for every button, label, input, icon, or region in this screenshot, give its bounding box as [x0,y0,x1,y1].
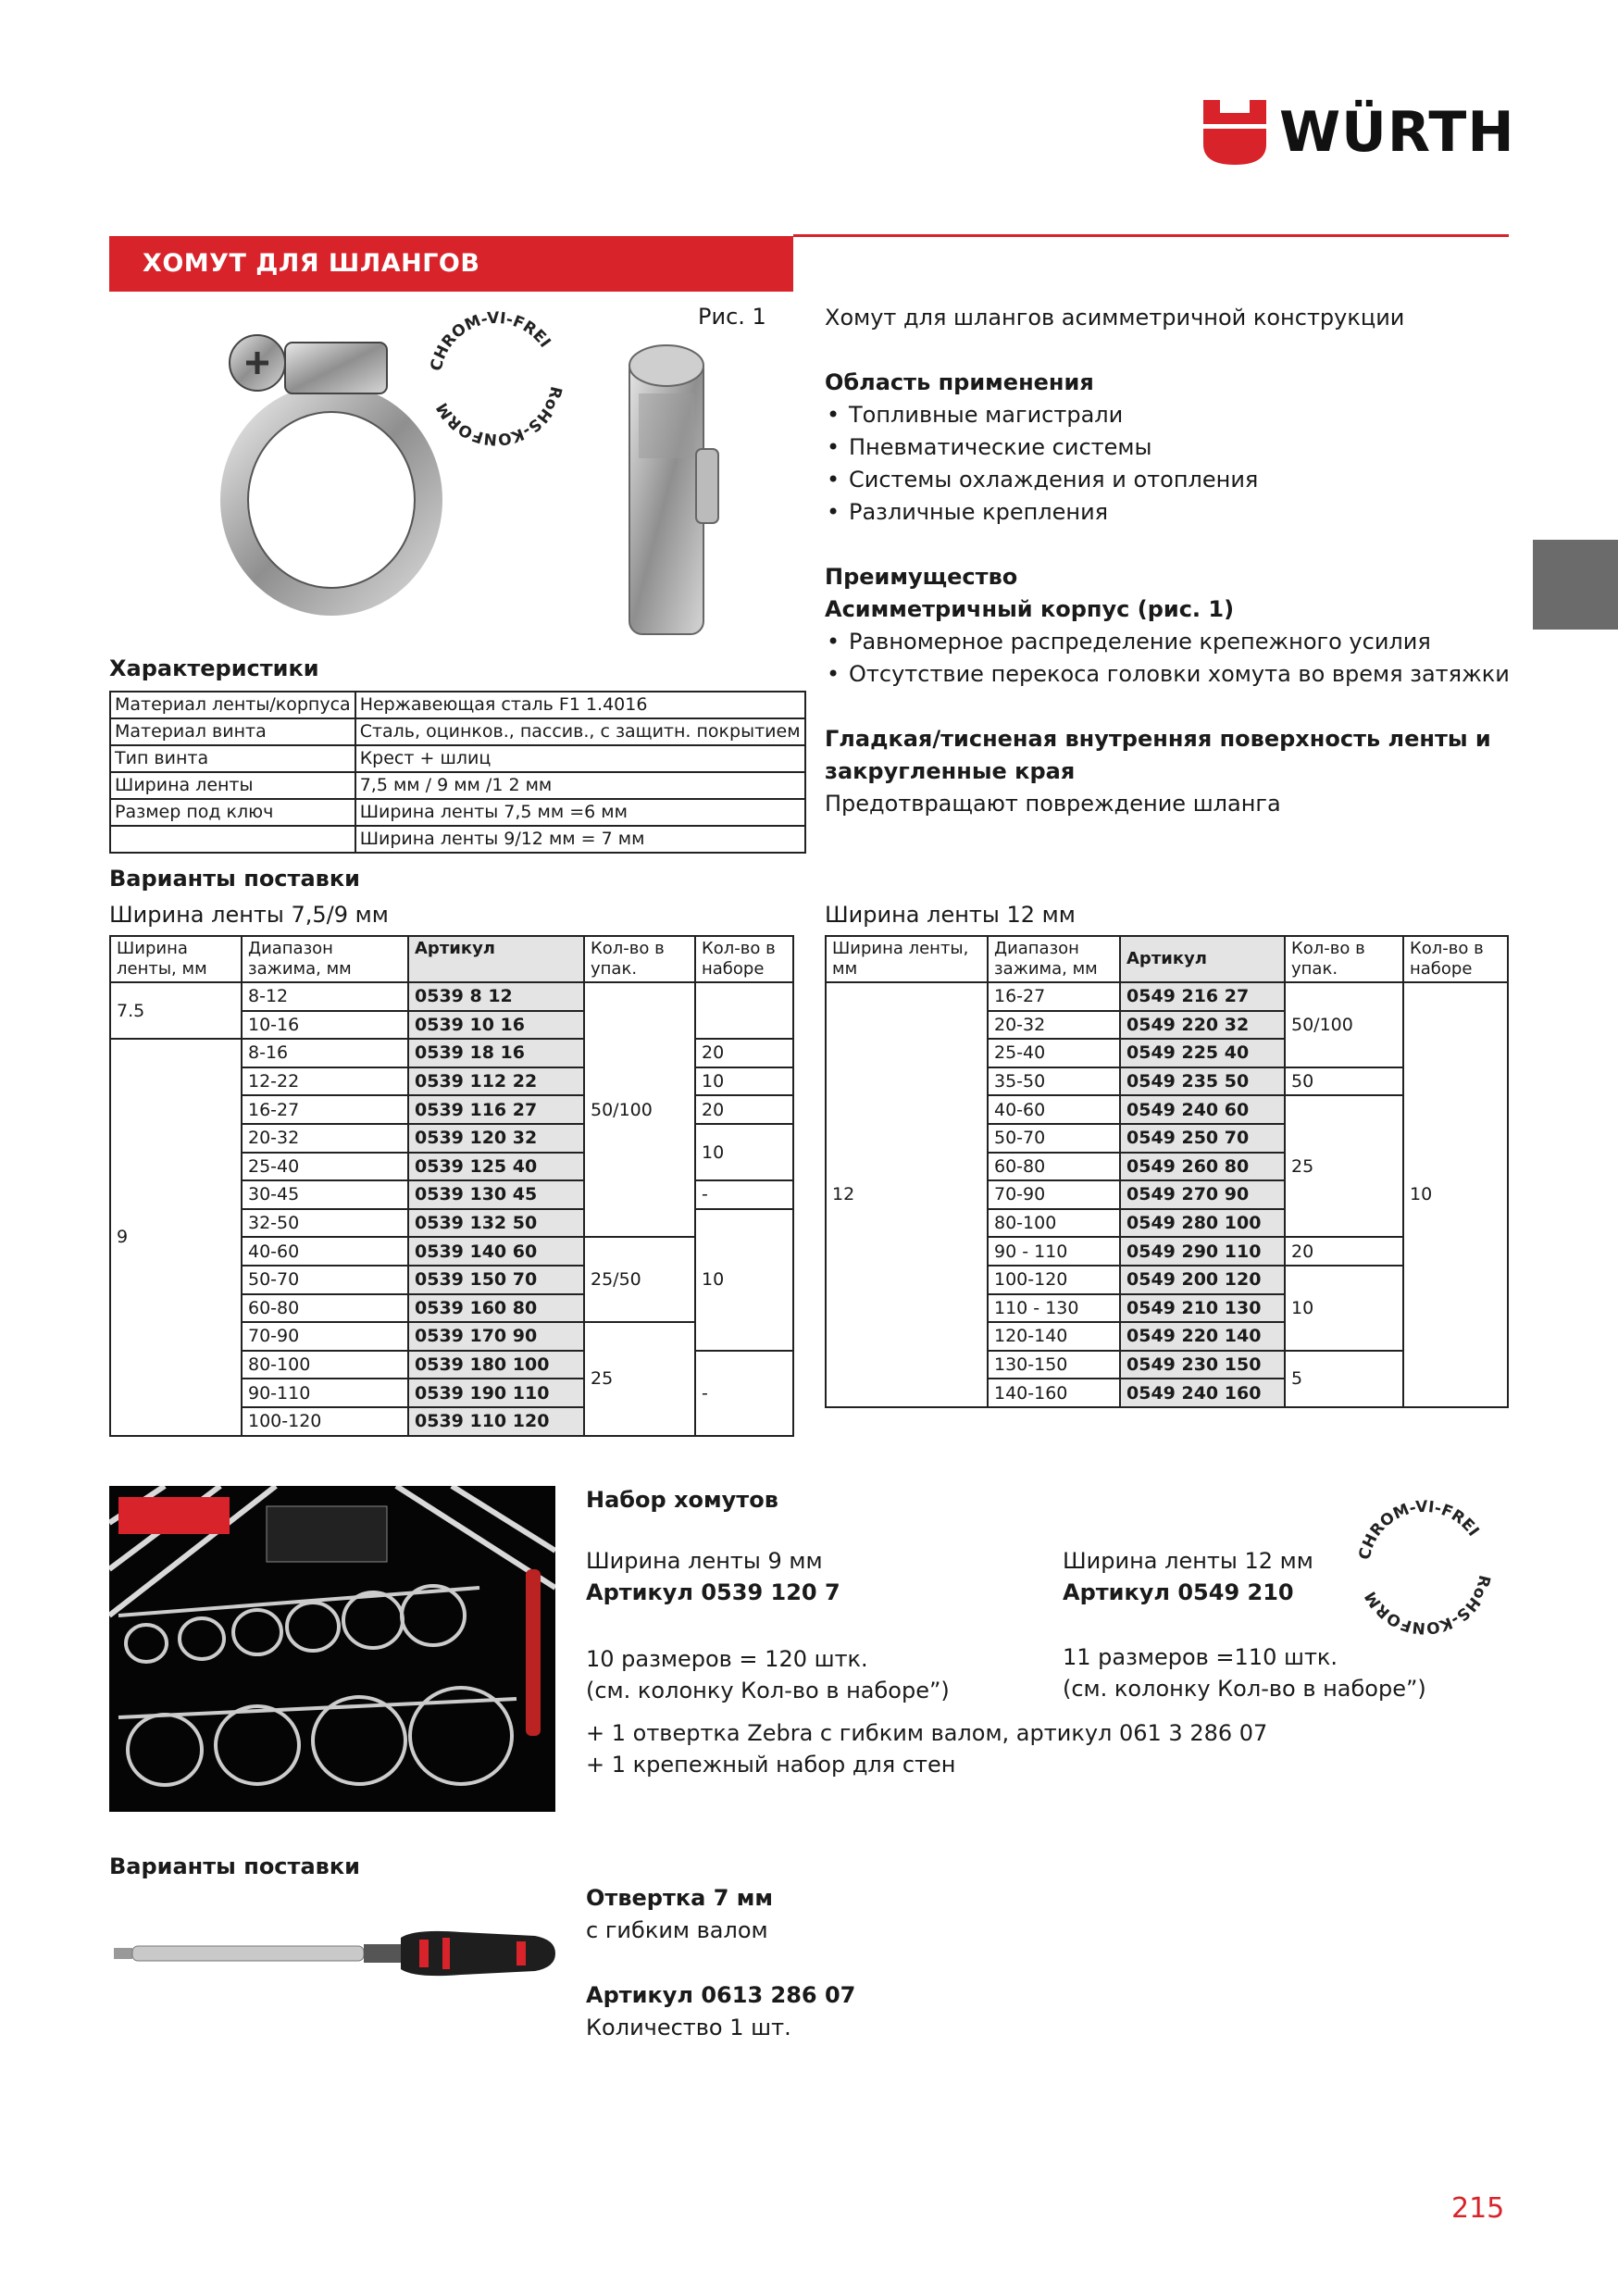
range-cell: 16-27 [242,1095,408,1124]
right-subtitle: Ширина ленты 12 мм [825,902,1076,928]
set-cell: - [695,1351,793,1436]
range-cell: 70-90 [988,1180,1120,1209]
spec-label: Тип винта [110,745,355,772]
range-cell: 10-16 [242,1011,408,1040]
variants-title: Варианты поставки [109,866,360,892]
article-cell: 0539 8 12 [408,982,584,1011]
kit-col1-count: 10 размеров = 120 штк. [586,1646,868,1672]
range-cell: 30-45 [242,1180,408,1209]
article-cell: 0539 132 50 [408,1209,584,1238]
set-cell [695,982,793,1039]
spec-label: Ширина ленты [110,772,355,799]
article-cell: 0539 140 60 [408,1237,584,1266]
table-row [110,692,805,718]
range-cell: 40-60 [988,1095,1120,1124]
left-subtitle: Ширина ленты 7,5/9 мм [109,902,389,928]
range-cell: 20-32 [988,1011,1120,1040]
list-item: • Различные крепления [825,496,1528,529]
range-cell: 130-150 [988,1351,1120,1379]
spec-value: Нержавеющая сталь F1 1.4016 [355,692,805,718]
set-cell: 10 [1403,982,1508,1407]
kit-col1-note: (см. колонку Кол-во в наборе”) [586,1678,950,1703]
article-cell: 0549 220 140 [1120,1322,1285,1351]
kit-col2-article: Артикул 0549 210 [1063,1579,1294,1605]
width-cell: 9 [110,1039,242,1435]
set-cell: 20 [695,1039,793,1067]
variants-table-right [825,935,1509,1408]
article-cell: 0549 220 32 [1120,1011,1285,1040]
article-cell: 0539 120 32 [408,1124,584,1153]
svg-text:CHROM-VI-FREI [1356,1498,1483,1562]
set-cell: 10 [695,1124,793,1180]
range-cell: 90-110 [242,1379,408,1407]
range-cell: 25-40 [242,1153,408,1181]
range-cell: 50-70 [242,1266,408,1294]
range-cell: 100-120 [988,1266,1120,1294]
stamp-line1: CHROM-VI-FREI [1355,1497,1483,1562]
article-cell: 0539 18 16 [408,1039,584,1067]
table-row [110,772,805,799]
svg-text:RoHS-KONFORM [433,384,565,448]
width-cell: 12 [826,982,988,1407]
kit-extra-2: + 1 крепежный набор для стен [586,1752,956,1778]
article-cell: 0549 240 160 [1120,1379,1285,1407]
pack-cell: 50 [1285,1067,1403,1096]
range-cell: 70-90 [242,1322,408,1351]
application-title: Область применения [825,369,1094,395]
article-cell: 0549 260 80 [1120,1153,1285,1181]
hose-clamp-image [211,315,442,620]
svg-text:RoHS-KONFORM [1362,1573,1493,1637]
pack-cell: 25 [584,1322,695,1435]
range-cell: 8-12 [242,982,408,1011]
article-cell: 0539 180 100 [408,1351,584,1379]
stamp-line2: RoHS-KONFORM [1361,1573,1494,1638]
variants-table-left [109,935,794,1437]
page-number: 215 [1451,2192,1505,2225]
spec-label [110,826,355,853]
article-cell: 0549 210 130 [1120,1294,1285,1323]
article-cell: 0539 10 16 [408,1011,584,1040]
specs-title: Характеристики [109,655,319,681]
article-cell: 0539 160 80 [408,1294,584,1323]
set-cell: - [695,1180,793,1209]
article-cell: 0549 250 70 [1120,1124,1285,1153]
table-row [110,745,805,772]
table-header [826,936,1508,982]
spec-value: Сталь, оцинков., пассив., с защитн. покрытием [355,718,805,745]
range-cell: 100-120 [242,1407,408,1436]
screwdriver-image [109,1921,558,1986]
list-item: • Отсутствие перекоса головки хомута во время затяжки [825,658,1528,691]
article-cell: 0549 270 90 [1120,1180,1285,1209]
table-row [826,982,1508,1011]
application-list [825,399,1528,529]
range-cell: 80-100 [988,1209,1120,1238]
advantage-list [825,626,1528,691]
screwdriver-article: Артикул 0613 286 07 [586,1982,856,2008]
range-cell: 25-40 [988,1039,1120,1067]
article-cell: 0549 200 120 [1120,1266,1285,1294]
pack-cell: 50/100 [1285,982,1403,1067]
range-cell: 16-27 [988,982,1120,1011]
column-header: Артикул [408,936,584,982]
table-header [110,936,793,982]
range-cell: 90 - 110 [988,1237,1120,1266]
screwdriver-subtitle: с гибким валом [586,1917,768,1943]
article-cell: 0539 190 110 [408,1379,584,1407]
advantage-title: Преимущество [825,564,1018,590]
article-cell: 0549 235 50 [1120,1067,1285,1096]
article-cell: 0539 116 27 [408,1095,584,1124]
article-cell: 0549 216 27 [1120,982,1285,1011]
column-header: Кол-во в наборе [695,936,793,982]
article-cell: 0549 240 60 [1120,1095,1285,1124]
clamp-kit-image [109,1486,555,1812]
brand-name: WÜRTH [1279,100,1515,165]
article-cell: 0549 290 110 [1120,1237,1285,1266]
side-tab [1533,540,1618,630]
article-cell: 0539 130 45 [408,1180,584,1209]
advantage-subtitle: Асимметричный корпус (рис. 1) [825,596,1235,622]
variants2-title: Варианты поставки [109,1853,360,1879]
figure-label: Рис. 1 [698,304,766,330]
width-cell: 7.5 [110,982,242,1039]
column-header: Диапазон зажима, мм [242,936,408,982]
range-cell: 110 - 130 [988,1294,1120,1323]
spec-label: Размер под ключ [110,799,355,826]
range-cell: 60-80 [988,1153,1120,1181]
stamp-line1: CHROM-VI-FREI [427,308,554,373]
header-rule [793,234,1509,237]
screwdriver-title: Отвертка 7 мм [586,1885,773,1911]
surface-text: Предотвращают повреждение шланга [825,791,1281,817]
article-cell: 0549 280 100 [1120,1209,1285,1238]
pack-cell: 10 [1285,1266,1403,1351]
article-cell: 0539 112 22 [408,1067,584,1096]
spec-label: Материал винта [110,718,355,745]
range-cell: 32-50 [242,1209,408,1238]
spec-value: 7,5 мм / 9 мм /1 2 мм [355,772,805,799]
list-item: • Системы охлаждения и отопления [825,464,1528,496]
table-row [110,982,793,1011]
column-header: Кол-во в упак. [1285,936,1403,982]
list-item: • Топливные магистрали [825,399,1528,431]
svg-text:CHROM-VI-FREI [428,309,554,373]
pack-cell: 50/100 [584,982,695,1237]
specs-table [109,691,806,854]
kit-col2-width: Ширина ленты 12 мм [1063,1548,1313,1574]
range-cell: 8-16 [242,1039,408,1067]
range-cell: 50-70 [988,1124,1120,1153]
range-cell: 12-22 [242,1067,408,1096]
pack-cell: 20 [1285,1237,1403,1266]
screwdriver-qty: Количество 1 шт. [586,2015,791,2040]
set-cell: 10 [695,1067,793,1096]
set-cell: 10 [695,1209,793,1351]
section-banner: ХОМУТ ДЛЯ ШЛАНГОВ [109,236,793,292]
set-cell: 20 [695,1095,793,1124]
intro-text: Хомут для шлангов асимметричной конструкции [825,305,1405,331]
column-header: Ширина ленты, мм [110,936,242,982]
column-header: Кол-во в наборе [1403,936,1508,982]
surface-title: Гладкая/тисненая внутренняя поверхность ленты и закругленные края [825,726,1491,784]
pack-cell: 25/50 [584,1237,695,1322]
column-header: Кол-во в упак. [584,936,695,982]
wurth-logo-mark [1201,100,1268,165]
spec-value: Ширина ленты 9/12 мм = 7 мм [355,826,805,853]
column-header: Диапазон зажима, мм [988,936,1120,982]
chrom-vi-frei-stamp [1350,1492,1500,1642]
list-item: • Равномерное распределение крепежного усилия [825,626,1528,658]
table-row [110,799,805,826]
column-header: Ширина ленты, мм [826,936,988,982]
spec-value: Ширина ленты 7,5 мм =6 мм [355,799,805,826]
range-cell: 60-80 [242,1294,408,1323]
kit-col2-count: 11 размеров =110 штк. [1063,1644,1338,1670]
spec-label: Материал ленты/корпуса [110,692,355,718]
kit-title: Набор хомутов [586,1487,778,1513]
pack-cell: 5 [1285,1351,1403,1407]
article-cell: 0539 125 40 [408,1153,584,1181]
kit-col1-width: Ширина ленты 9 мм [586,1548,823,1574]
pack-cell: 25 [1285,1095,1403,1237]
article-cell: 0539 110 120 [408,1407,584,1436]
column-header: Артикул [1120,936,1285,982]
range-cell: 80-100 [242,1351,408,1379]
range-cell: 140-160 [988,1379,1120,1407]
kit-col1-article: Артикул 0539 120 7 [586,1579,840,1605]
table-row [110,826,805,853]
clamp-side-view-image [622,338,728,639]
article-cell: 0549 225 40 [1120,1039,1285,1067]
table-row [110,718,805,745]
list-item: • Пневматические системы [825,431,1528,464]
article-cell: 0549 230 150 [1120,1351,1285,1379]
kit-extra-1: + 1 отвертка Zebra с гибким валом, артикул 061 3 286 07 [586,1720,1268,1746]
wurth-logo [1201,100,1515,165]
range-cell: 20-32 [242,1124,408,1153]
article-cell: 0539 150 70 [408,1266,584,1294]
chrom-vi-frei-stamp [421,304,571,454]
stamp-line2: RoHS-KONFORM [432,384,566,449]
article-cell: 0539 170 90 [408,1322,584,1351]
range-cell: 120-140 [988,1322,1120,1351]
kit-col2-note: (см. колонку Кол-во в наборе”) [1063,1676,1426,1702]
range-cell: 35-50 [988,1067,1120,1096]
spec-value: Крест + шлиц [355,745,805,772]
range-cell: 40-60 [242,1237,408,1266]
description-column [825,302,1528,820]
